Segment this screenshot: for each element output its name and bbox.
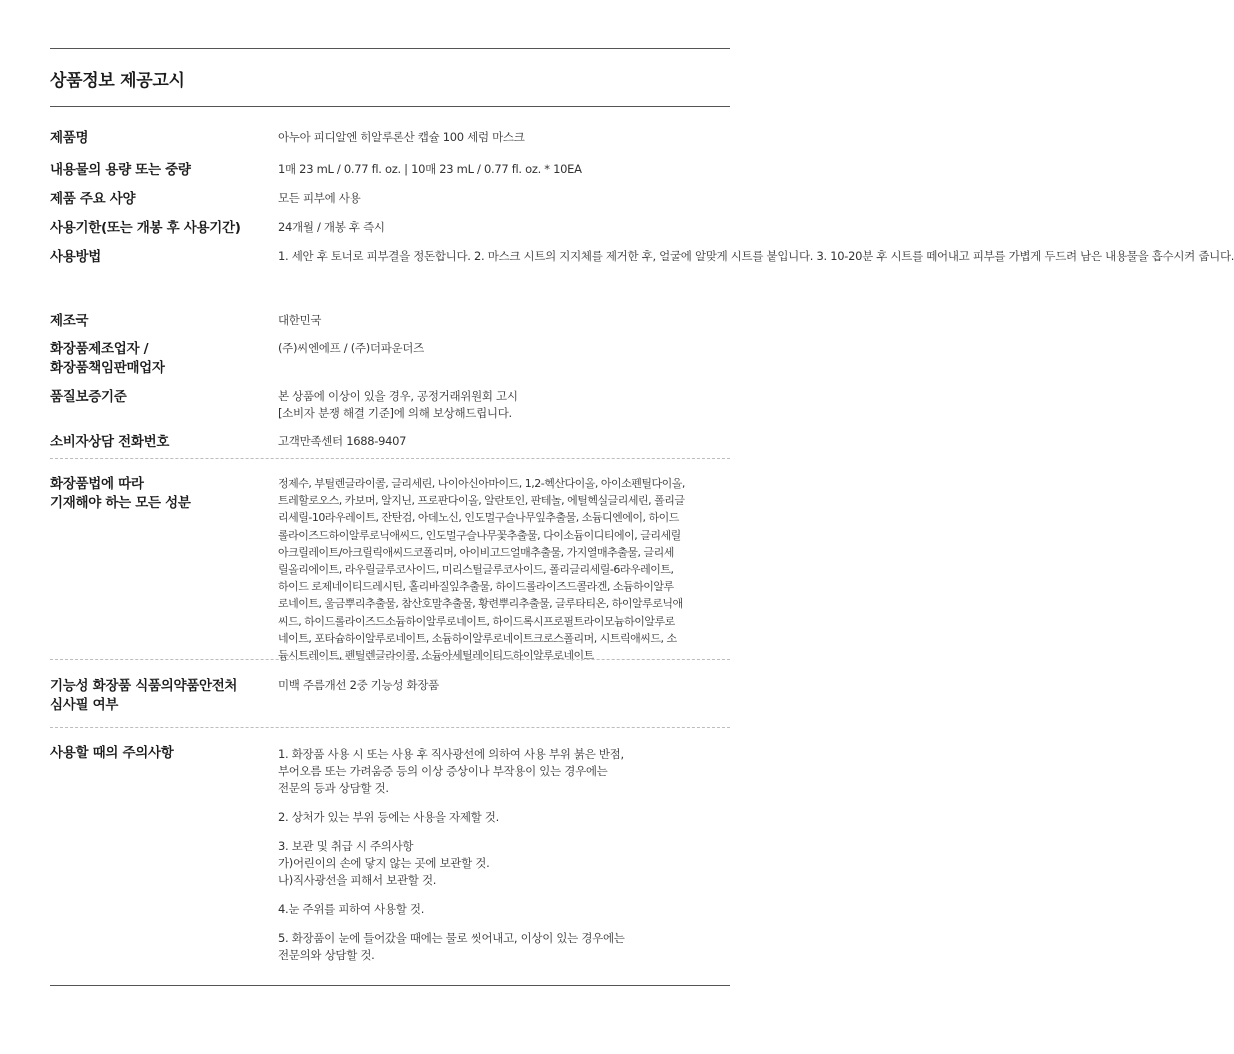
row-caution xyxy=(50,732,730,964)
row-functional xyxy=(50,665,730,732)
row-usage xyxy=(50,248,1234,312)
row-label: 품질보증기준 xyxy=(50,389,127,405)
row-value: 1. 세안 후 토너로 피부결을 정돈합니다. 2. 마스크 시트의 지지체를 제거한 후, 얼굴에 알맞게 시트를 붙입니다. 3. 10-20분 후 시트를 떼어내고 피부를 가볍게 두드려 남은 내용물을 흡수시켜 줍니다. xyxy=(278,249,1234,263)
row-quality xyxy=(50,388,730,433)
caution-list xyxy=(278,744,625,964)
row-product-name xyxy=(50,129,730,161)
row-label: 제조국 xyxy=(50,313,89,329)
caution-item: 3. 보관 및 취급 시 주의사항 가)어린이의 손에 닿지 않는 곳에 보관할 것. 나)직사광선을 피해서 보관할 것. xyxy=(278,839,490,887)
row-value: (주)씨엔에프 / (주)더파운더즈 xyxy=(278,341,424,355)
row-expiry xyxy=(50,219,730,248)
row-ingredients xyxy=(50,464,730,665)
row-manufacturer xyxy=(50,340,730,388)
row-value: 24개월 / 개봉 후 즉시 xyxy=(278,220,385,234)
caution-item: 1. 화장품 사용 시 또는 사용 후 직사광선에 의하여 사용 부위 붉은 반점, 부어오름 또는 가려움증 등의 이상 증상이나 부작용이 있는 경우에는 전문의 등과 상담할 것. xyxy=(278,747,624,795)
row-value: 미백 주름개선 2중 기능성 화장품 xyxy=(278,678,439,692)
row-label: 사용기한(또는 개봉 후 사용기간) xyxy=(50,220,241,236)
row-spec xyxy=(50,190,730,219)
row-value: 본 상품에 이상이 있을 경우, 공정거래위원회 고시 [소비자 분쟁 해결 기준]에 의해 보상해드립니다. xyxy=(278,389,518,420)
row-capacity xyxy=(50,161,730,190)
row-value: 모든 피부에 사용 xyxy=(278,191,361,205)
row-label: 화장품법에 따라 기재해야 하는 모든 성분 xyxy=(50,476,191,511)
section-divider xyxy=(50,727,730,728)
caution-item: 5. 화장품이 눈에 들어갔을 때에는 물로 씻어내고, 이상이 있는 경우에는 전문의와 상담할 것. xyxy=(278,931,625,962)
row-country xyxy=(50,312,730,340)
row-value: 고객만족센터 1688-9407 xyxy=(278,434,407,448)
caution-item: 2. 상처가 있는 부위 등에는 사용을 자제할 것. xyxy=(278,810,499,824)
caution-item: 4.눈 주위를 피하여 사용할 것. xyxy=(278,902,425,916)
section-divider xyxy=(50,458,730,459)
row-label: 사용방법 xyxy=(50,249,101,265)
row-value: 정제수, 부틸렌글라이콜, 글리세린, 나이아신아마이드, 1,2-헥산다이올, 아이소펜틸다이올, 트레할로오스, 카보머, 알지닌, 프로판다이올, 알란토인, 판테놀, 에틸헥실글리세린, 폴리글 리세릴-10라우레이트, 잔탄검, 아데노신, 인도멀구슬나무잎추출물, 소듐디엔에이, 하이드 롤라이즈드하이알루로닉애씨드, 인도멀구슬나무꽃추출물, 다이소듐이디티에이, 글리세릴 아크릴레이트/아크릴릭애씨드코폴리머, 아이비고드얼매추출물, 가지열매추출물, 글리세 릴올리에이트, 라우릴글루코사이드, 미리스틸글루코사이드, 폴리글리세릴-6라우레이트, 하이드 로제네이티드레시틴, 홀리바질잎추출물, 하이드롤라이즈드콜라겐, 소듐하이알루 로네이트, 울금뿌리추출물, 참산호말추출물, 황련뿌리추출물, 글루타티온, 하이알루로닉애 씨드, 하이드롤라이즈드소듐하이알루로네이트, 하이드록시프로필트라이모늄하이알루로 네이트, 포타슘하이알루로네이트, 소듐하이알루로네이트크로스폴리머, 시트릭애씨드, 소 듐시트레이트, 펜틸렌글라이콜, 소듐아세틸레이티드하이알루로네이트 xyxy=(278,477,685,663)
product-info-notice xyxy=(50,48,1234,964)
row-label: 소비자상담 전화번호 xyxy=(50,434,170,450)
row-label: 사용할 때의 주의사항 xyxy=(50,745,174,761)
row-label: 제품 주요 사양 xyxy=(50,191,136,207)
row-label: 내용물의 용량 또는 중량 xyxy=(50,162,191,178)
row-value: 대한민국 xyxy=(278,313,322,327)
row-phone xyxy=(50,433,730,464)
section-divider xyxy=(50,659,730,660)
row-value: 아누아 피디알엔 히알루론산 캡슐 100 세럼 마스크 xyxy=(278,130,525,144)
row-label: 화장품제조업자 / 화장품책임판매업자 xyxy=(50,341,165,376)
row-label: 제품명 xyxy=(50,130,89,146)
bottom-divider xyxy=(50,985,730,986)
row-value: 1매 23 mL / 0.77 fl. oz. | 10매 23 mL / 0.77 fl. oz. * 10EA xyxy=(278,162,582,176)
row-label: 기능성 화장품 식품의약품안전처 심사필 여부 xyxy=(50,678,238,713)
page-title: 상품정보 제공고시 xyxy=(50,71,185,91)
title-divider xyxy=(50,106,730,107)
